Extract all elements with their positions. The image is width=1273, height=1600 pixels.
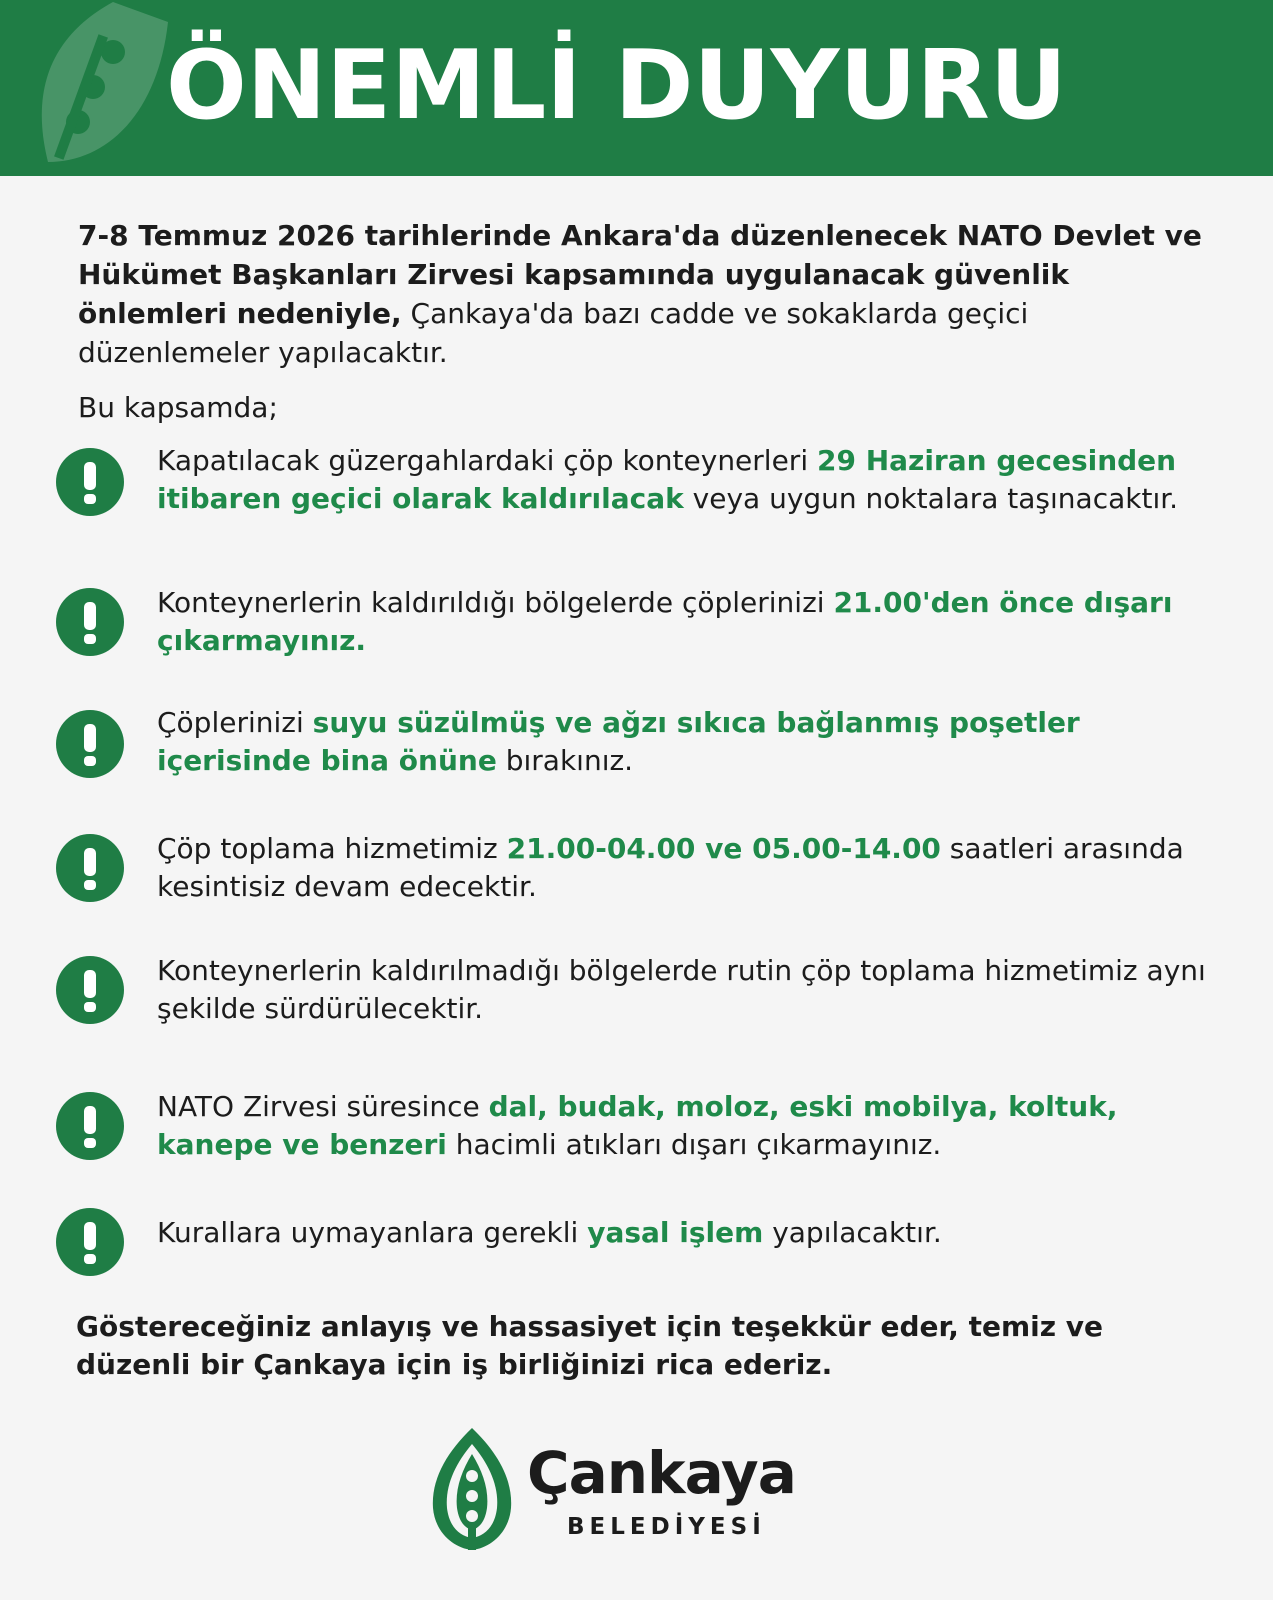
exclamation-circle-icon — [56, 834, 124, 902]
notice-highlight: suyu süzülmüş ve ağzı sıkıca bağlanmış poşetler içerisinde bina önüne — [157, 706, 1080, 777]
notice-highlight: 21.00-04.00 ve 05.00-14.00 — [506, 832, 941, 865]
exclamation-circle-icon — [56, 588, 124, 656]
notice-text-part: Kurallara uymayanlara gerekli — [157, 1216, 588, 1249]
notice-text — [157, 704, 1227, 780]
notice-text — [157, 442, 1227, 518]
notice-text-part: Kapatılacak güzergahlardaki çöp konteynerleri — [157, 444, 817, 477]
notice-text — [157, 1214, 1227, 1252]
notice-highlight: 29 Haziran gecesinden itibaren geçici olarak kaldırılacak — [157, 444, 1177, 515]
intro-bold-text: 7-8 Temmuz 2026 tarihlerinde Ankara'da düzenlenecek NATO Devlet ve Hükümet Başkanları Zirvesi kapsamında uygulanacak güvenlik önlemleri nedeniyle, — [78, 219, 1202, 330]
notice-text — [157, 1088, 1227, 1164]
notice-text — [157, 952, 1227, 1028]
notice-text-part: saatleri arasında kesintisiz devam edecektir. — [157, 832, 1184, 903]
exclamation-circle-icon — [56, 1208, 124, 1276]
notice-text-part: yapılacaktır. — [763, 1216, 942, 1249]
notice-text-part: Çöplerinizi — [157, 706, 313, 739]
notice-text — [157, 830, 1227, 906]
notice-text-part: veya uygun noktalara taşınacaktır. — [683, 482, 1179, 515]
notice-text-part: NATO Zirvesi süresince — [157, 1090, 489, 1123]
notice-text — [157, 584, 1227, 660]
leaf-watermark-icon — [18, 0, 178, 176]
notice-highlight: dal, budak, moloz, eski mobilya, koltuk, kanepe ve benzeri — [157, 1090, 1118, 1161]
lead-text: Bu kapsamda; — [78, 391, 278, 424]
intro-rest-text: Çankaya'da bazı cadde ve sokaklarda geçici düzenlemeler yapılacaktır. — [78, 297, 1029, 369]
cankaya-logo — [427, 1424, 807, 1564]
notice-text-part: hacimli atıkları dışarı çıkarmayınız. — [446, 1128, 942, 1161]
logo-subtitle: BELEDİYESİ — [567, 1514, 766, 1540]
exclamation-circle-icon — [56, 448, 124, 516]
intro-paragraph — [78, 216, 1218, 372]
notice-highlight: yasal işlem — [587, 1216, 764, 1249]
notice-text-part: bırakınız. — [496, 744, 634, 777]
page-title: ÖNEMLİ DUYURU — [166, 31, 1067, 141]
notice-text-part: Konteynerlerin kaldırıldığı bölgelerde çöplerinizi — [157, 586, 834, 619]
notice-text-part: Çöp toplama hizmetimiz — [157, 832, 507, 865]
exclamation-circle-icon — [56, 956, 124, 1024]
header-banner — [0, 0, 1273, 176]
leaf-logo-icon — [427, 1424, 517, 1554]
exclamation-circle-icon — [56, 1092, 124, 1160]
notice-text-part: Konteynerlerin kaldırılmadığı bölgelerde rutin çöp toplama hizmetimiz aynı şekilde sürdürülecektir. — [157, 954, 1206, 1025]
notice-highlight: 21.00'den önce dışarı çıkarmayınız. — [157, 586, 1173, 657]
exclamation-circle-icon — [56, 710, 124, 778]
closing-paragraph: Göstereceğiniz anlayış ve hassasiyet için teşekkür eder, temiz ve düzenli bir Çankaya için iş birliğinizi rica ederiz. — [76, 1310, 1104, 1381]
logo-name: Çankaya — [527, 1439, 796, 1507]
